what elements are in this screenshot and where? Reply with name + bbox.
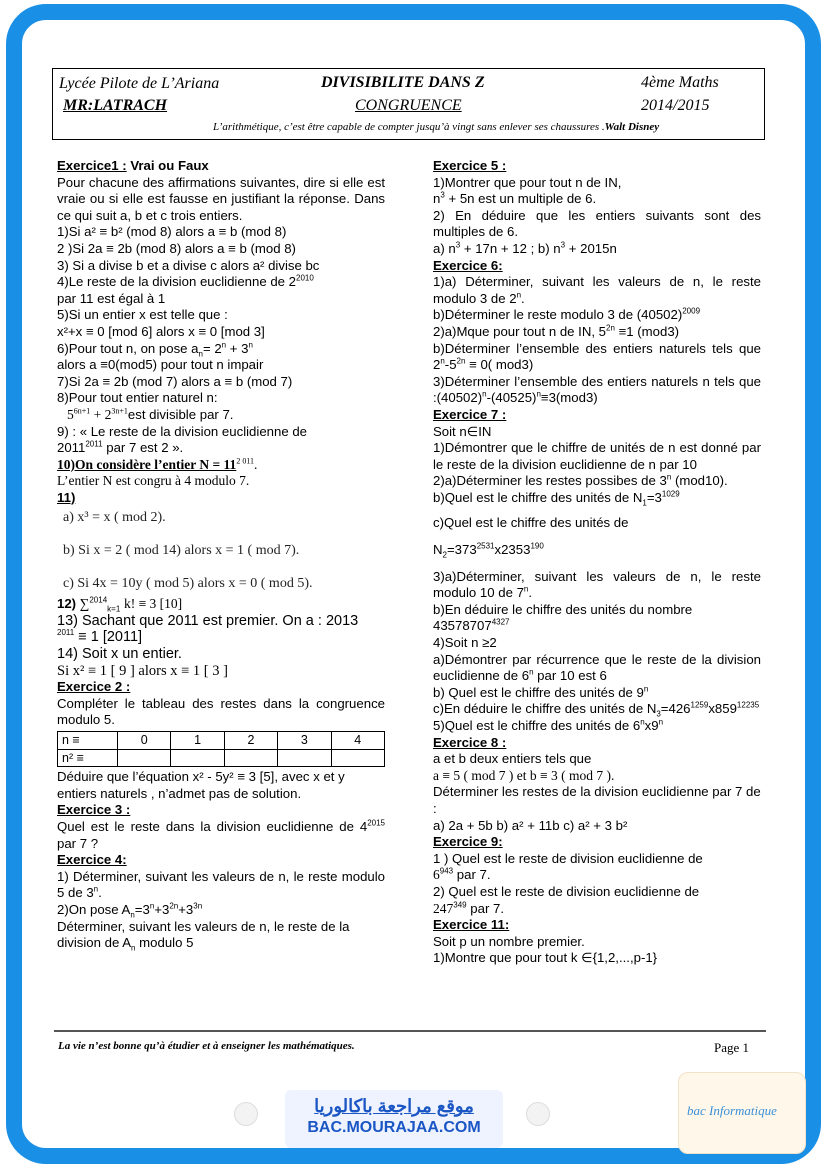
site-banner-link[interactable] — [285, 1090, 503, 1148]
ex8-heading: Exercice 8 : — [433, 734, 507, 750]
ex6-text: 1)a) Déterminer, suivant les valeurs de n, le reste modulo 3 de 2$^n$. — [433, 274, 761, 306]
ex4-text: 2)On pose $A_n=3^n+3^{2n}+3^{3n}$ — [57, 901, 203, 920]
ex7-text: Soit n∈IN — [433, 423, 492, 439]
ex2-after: Déduire que l’équation x² - 5y² ≡ 3 [5], avec x et y entiers naturels , n’admet pas de solution. — [57, 769, 345, 801]
ex9-text: $247^{349}$ par 7. — [433, 900, 504, 916]
ex1-item: $2011^{2011}$ par 7 est 2 ». — [57, 439, 184, 456]
ex7-text: a)Démontrer par récurrence que le reste de la division euclidienne de 6$^n$ par 10 est 6 — [433, 651, 761, 684]
ex1-item: 11) — [57, 489, 76, 505]
table-cell: 2 — [224, 732, 277, 750]
remainder-table — [57, 731, 385, 767]
ex8-text: a et b deux entiers tels que — [433, 751, 592, 767]
ex1-item: $5^{6n+1} + 2^{3n+1}est$ divisible par 7. — [67, 406, 234, 422]
class-level: 4ème Maths — [641, 74, 719, 91]
ex5-text: 1)Montrer que pour tout n de IN, — [433, 174, 622, 190]
table-cell: 4 — [331, 732, 384, 750]
ex1-item: x²+x ≡ 0 [mod 6] alors x ≡ 0 [mod 3] — [57, 323, 265, 339]
ex3-text: Quel est le reste dans la division euclidienne de $4^{2015}$ par 7 ? — [57, 818, 385, 851]
ex1-item: 7)Si 2a ≡ 2b (mod 7) alors a ≡ b (mod 7) — [57, 373, 293, 389]
ex1-item: c) Si 4x = 10y ( mod 5) alors x = 0 ( mod 5). — [63, 575, 313, 591]
ex7-text: $N_2=373^{2531}x2353^{190}$ — [433, 541, 544, 560]
ex4-heading: Exercice 4: — [57, 852, 127, 868]
ex7-text: 3)a)Déterminer, suivant les valeurs de n, le reste modulo 10 de 7$^n$. — [433, 568, 761, 601]
ex1-heading: Exercice1 : Vrai ou Faux — [57, 158, 209, 173]
ex5-text: 2) En déduire que les entiers suivants sont des multiples de 6. — [433, 207, 761, 240]
table-cell — [171, 749, 224, 767]
ex7-text: b)Quel est le chiffre des unités de $N_1=3^{1029}$ — [433, 489, 680, 508]
table-row — [58, 732, 385, 750]
teacher-name: MR:LATRACH — [63, 97, 168, 114]
ex11-text: Soit p un nombre premier. — [433, 933, 585, 949]
footer-divider — [54, 1030, 766, 1032]
table-row — [58, 749, 385, 767]
ex7-text: 1)Démontrer que le chiffre de unités de n est donné par le reste de la division euclidienne de n par 10 — [433, 440, 761, 472]
ex7-text: 5)Quel est le chiffre des unités de 6$^n$x9$^n$ — [433, 717, 664, 733]
ex1-item: Si x² ≡ 1 [ 9 ] alors x ≡ 1 [ 3 ] — [57, 662, 228, 679]
table-cell: 3 — [278, 732, 331, 750]
ex1-item: 12) ∑$^{2014}_{k=1}$ k! ≡ 3 [10] — [57, 595, 183, 614]
ex1-item: par 11 est égal à 1 — [57, 290, 166, 306]
ex1-item: 14) Soit x un entier. — [57, 646, 182, 663]
ex7-text: 4)Soit n ≥2 — [433, 635, 497, 651]
ex1-item: 6)Pour tout n, on pose $a_n= 2^n + 3^n$ — [57, 340, 253, 359]
banner-url: BAC.MOURAJAA.COM — [307, 1119, 481, 1136]
ex7-text: b) Quel est le chiffre des unités de 9$^n$ — [433, 684, 649, 700]
school-name: Lycée Pilote de L’Ariana — [59, 75, 220, 92]
ex6-heading: Exercice 6: — [433, 257, 503, 273]
ex1-item: L’entier N est congru à 4 modulo 7. — [57, 473, 250, 489]
badge-label: bac Informatique — [687, 1103, 777, 1118]
ex5-heading: Exercice 5 : — [433, 158, 507, 173]
right-column — [433, 158, 761, 967]
table-cell — [118, 749, 171, 767]
ex11-text: 1)Montre que pour tout k ∈{1,2,...,p-1} — [433, 950, 658, 966]
ex1-item: a) x³ = x ( mod 2). — [63, 510, 166, 526]
quote-author: Walt Disney — [604, 121, 660, 133]
table-cell — [224, 749, 277, 767]
ex1-item: 1)Si a² ≡ b² (mod 8) alors a ≡ b (mod 8) — [57, 224, 287, 240]
document-header — [52, 68, 765, 140]
ex7-text: c)Quel est le chiffre des unités de — [433, 515, 629, 531]
ex3-heading: Exercice 3 : — [57, 802, 131, 818]
doc-subtitle: CONGRUENCE — [355, 97, 462, 114]
table-cell: n ≡ — [58, 732, 118, 750]
table-cell: 0 — [118, 732, 171, 750]
ex2-heading: Exercice 2 : — [57, 679, 131, 695]
ex4-text: Déterminer, suivant les valeurs de n, le reste de la division de $A_n$ modulo 5 — [57, 918, 350, 953]
ex6-text: 2)a)Mque pour tout n de IN, $5^{2n} \equiv 1$ (mod3) — [433, 323, 680, 339]
ex8-text: a) 2a + 5b b) a² + 11b c) a² + 3 b² — [433, 817, 628, 833]
ex1-item: 5)Si un entier x est telle que : — [57, 307, 228, 323]
ex8-text: Déterminer les restes de la division euclidienne par 7 de : — [433, 784, 761, 816]
ex6-text: 3)Déterminer l’ensemble des entiers naturels n tels que $:(40502)^n-(40525)^n\equiv 3(mod3)$ — [433, 373, 761, 406]
ex1-intro: Pour chacune des affirmations suivantes, dire si elle est vraie ou si elle est fausse en justifiant la réponse. Dans ce qui suit a, b et c trois entiers. — [57, 174, 385, 223]
ex9-text: 2) Quel est le reste de division euclidienne de — [433, 883, 700, 899]
ex11-heading: Exercice 11: — [433, 917, 510, 933]
footer-quote: La vie n’est bonne qu’à étudier et à enseigner les mathématiques. — [58, 1040, 355, 1052]
table-cell: 1 — [171, 732, 224, 750]
ex9-heading: Exercice 9: — [433, 834, 503, 850]
ex5-text: $n^3 + 5n$ est un multiple de 6. — [433, 190, 597, 207]
doc-title: DIVISIBILITE DANS Z — [321, 74, 485, 91]
ex1-item: 3) Si a divise b et a divise c alors a² divise bc — [57, 257, 320, 273]
table-cell — [331, 749, 384, 767]
ex1-item: 2 )Si 2a ≡ 2b (mod 8) alors a ≡ b (mod 8) — [57, 240, 296, 256]
ex4-text: 1) Déterminer, suivant les valeurs de n, le reste modulo 5 de 3$^n$. — [57, 868, 385, 901]
table-cell: n² ≡ — [58, 749, 118, 767]
ex1-item: 9) : « Le reste de la division euclidienne de — [57, 423, 307, 439]
ex7-heading: Exercice 7 : — [433, 406, 507, 422]
site-logo-icon — [234, 1102, 258, 1126]
ex1-item: b) Si x = 2 ( mod 14) alors x = 1 ( mod 7). — [63, 543, 300, 559]
banner-arabic-text: موقع مراجعة باكالوريا — [314, 1096, 474, 1116]
school-year: 2014/2015 — [641, 97, 710, 114]
ex1-item: alors a ≡0(mod5) pour tout n impair — [57, 357, 264, 373]
ex6-text: b)Déterminer l’ensemble des entiers naturels tels que $2^n-5^{2n} \equiv 0$( mod3) — [433, 340, 761, 373]
left-column — [57, 158, 385, 952]
ex6-text: b)Déterminer le reste modulo 3 de $(40502)^{2009}$ — [433, 306, 701, 323]
ex7-text: b)En déduire le chiffre des unités du nombre $43578707^{4327}$ — [433, 601, 693, 634]
page-number: Page 1 — [714, 1040, 750, 1055]
ex2-text: Compléter le tableau des restes dans la congruence modulo 5. — [57, 695, 385, 728]
ex9-text: $6^{943}$ par 7. — [433, 866, 491, 883]
ex1-item: 8)Pour tout entier naturel n: — [57, 390, 218, 406]
table-cell — [278, 749, 331, 767]
ex7-text: 2)a)Déterminer les restes possibes de 3$^n$ (mod10). — [433, 472, 728, 489]
ex1-item: 13) Sachant que 2011 est premier. On a : 2013 — [57, 612, 359, 629]
ex1-item: $^{2011}$ ≡ 1 [2011] — [57, 628, 143, 646]
ex7-text: c)En déduire le chiffre des unités de $N_3=426^{1259}x859^{12235}$ — [433, 701, 760, 720]
ex1-item: 10)On considère l’entier $N = 11^{2 011}$. — [57, 456, 258, 472]
site-logo-icon — [526, 1102, 550, 1126]
ex8-text: a ≡ 5 ( mod 7 ) et b ≡ 3 ( mod 7 ). — [433, 767, 615, 783]
header-quote: L’arithmétique, c’est être capable de compter jusqu’à vingt sans enlever ses chaussures .Walt Disney — [213, 121, 660, 133]
bac-informatique-badge — [678, 1072, 806, 1154]
ex1-item: 4)Le reste de la division euclidienne de $2^{2010}$ — [57, 273, 314, 290]
ex9-text: 1 ) Quel est le reste de division euclidienne de — [433, 850, 703, 866]
ex5-text: a) $n^3 + 17n + 12$ ; b) $n^3 + 2015n$ — [433, 240, 617, 256]
